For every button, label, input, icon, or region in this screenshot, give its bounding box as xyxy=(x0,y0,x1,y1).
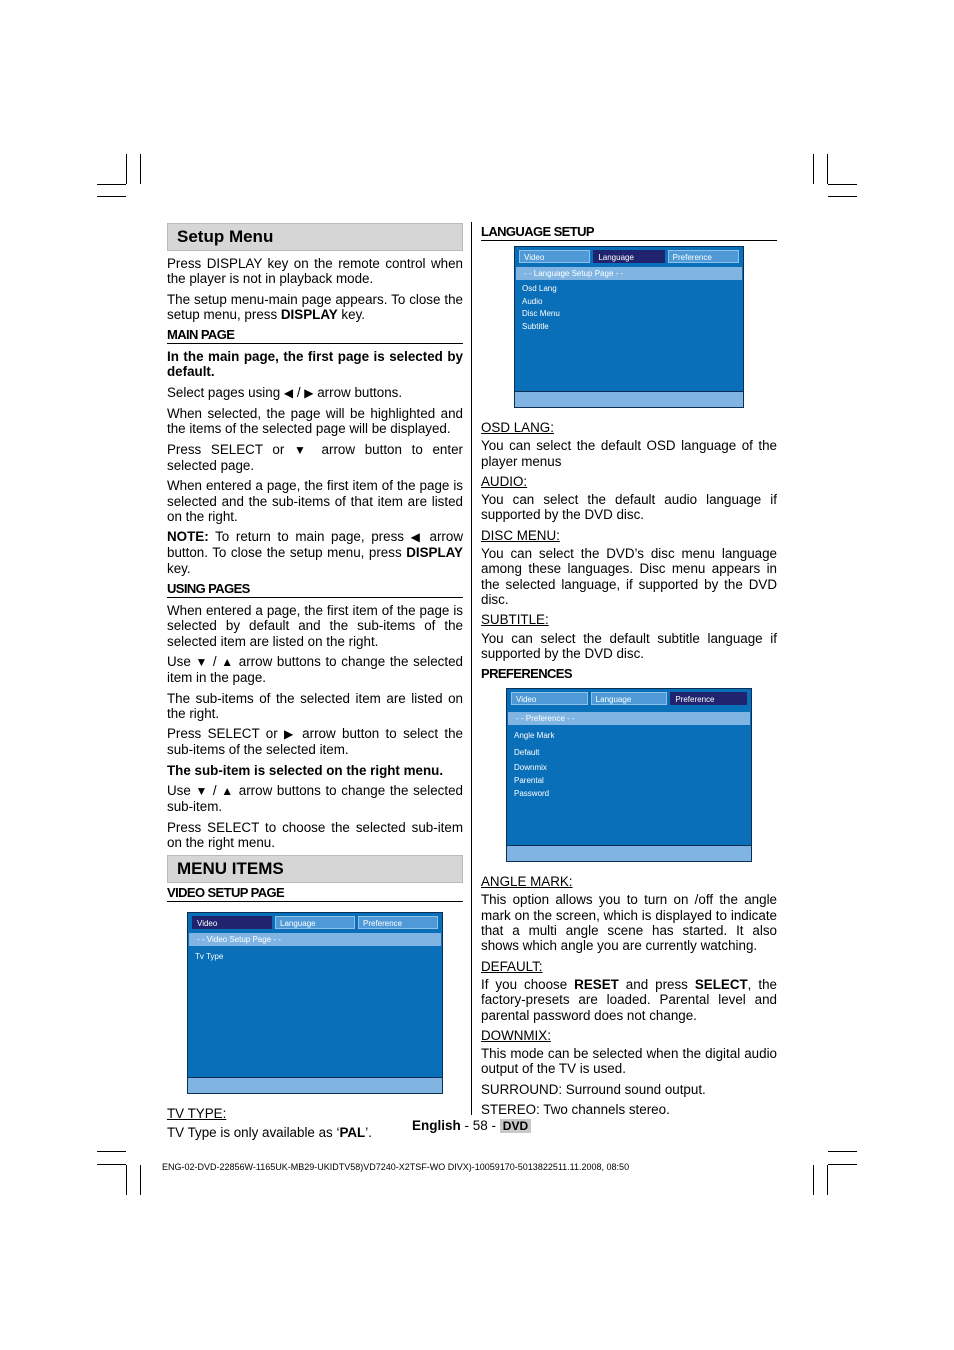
main-page-heading: MAIN PAGE xyxy=(167,327,463,344)
paragraph: Press SELECT to choose the selected sub-item on the right menu. xyxy=(167,819,463,850)
video-setup-heading: VIDEO SETUP PAGE xyxy=(167,885,463,902)
screen-bottom-bar xyxy=(507,845,751,861)
screen-tabs xyxy=(519,250,739,263)
menu-item-disc-menu[interactable]: Disc Menu xyxy=(522,309,560,318)
crop-mark xyxy=(828,1151,857,1152)
left-arrow-icon: ◀ xyxy=(410,530,423,545)
menu-item-default[interactable]: Default xyxy=(514,747,540,757)
paragraph: Use ▼ / ▲ arrow buttons to change the selected item in the page. xyxy=(167,653,463,686)
paragraph: When entered a page, the first item of the page is selected by default and the sub-items of the selected item are listed on the right. xyxy=(167,603,463,649)
footer-language: English xyxy=(412,1118,461,1133)
crop-mark xyxy=(97,196,126,197)
tab-language[interactable]: Language xyxy=(591,692,668,705)
menu-item-list xyxy=(195,951,223,964)
crop-mark xyxy=(126,1165,127,1195)
paragraph: You can select the default subtitle language if supported by the DVD disc. xyxy=(481,630,777,661)
left-column xyxy=(167,223,463,1145)
crop-mark xyxy=(813,1165,814,1195)
down-arrow-icon: ▼ xyxy=(294,442,312,457)
crop-mark xyxy=(97,184,126,185)
paragraph: This option allows you to turn on /off the angle mark on the screen, which is displayed to indicate that a multi angle scene has started. It also shows which angle you are currently watching. xyxy=(481,892,777,954)
page-bar: - - Preference - - xyxy=(508,712,750,725)
menu-item-list xyxy=(522,283,560,333)
paragraph: You can select the DVD’s disc menu language among these languages. Disc menu appears in the selected language, if supported by the DVD disc. xyxy=(481,546,777,607)
language-setup-heading: LANGUAGE SETUP xyxy=(481,224,777,241)
osd-lang-heading: OSD LANG: xyxy=(481,420,554,435)
menu-item-tv-type[interactable]: Tv Type xyxy=(195,952,224,962)
right-arrow-icon: ▶ xyxy=(304,385,314,400)
crop-mark xyxy=(140,1165,141,1195)
tab-video[interactable]: Video xyxy=(192,916,272,929)
paragraph: The sub-item is selected on the right menu. xyxy=(167,762,444,778)
paragraph: Press SELECT or ▶ arrow button to select the sub-items of the selected item. xyxy=(167,726,463,758)
tab-video[interactable]: Video xyxy=(511,692,588,705)
paragraph: Press DISPLAY key on the remote control when the player is not in playback mode. xyxy=(167,256,463,287)
menu-item-list xyxy=(514,728,554,800)
print-file-line: ENG-02-DVD-22856W-1165UK-MB29-UKIDTV58)VD7240-X2TSF-WO DIVX)-10059170-5013822511.11.2008, 08:50 xyxy=(162,1162,630,1172)
tab-language[interactable]: Language xyxy=(593,250,664,263)
crop-mark xyxy=(140,154,141,184)
paragraph: Use ▼ / ▲ arrow buttons to change the selected sub-item. xyxy=(167,783,463,815)
paragraph: When entered a page, the first item of the page is selected and the sub-items of that item are listed on the right. xyxy=(167,478,463,524)
paragraph: SURROUND: Surround sound output. xyxy=(481,1081,706,1097)
crop-mark xyxy=(827,1165,828,1195)
crop-mark xyxy=(126,154,127,184)
screen-tabs xyxy=(511,692,747,705)
screen-tabs xyxy=(192,916,438,929)
audio-heading: AUDIO: xyxy=(481,473,528,489)
tab-video[interactable]: Video xyxy=(519,250,590,263)
tv-type-heading: TV TYPE: xyxy=(167,1106,227,1122)
crop-mark xyxy=(828,184,857,185)
paragraph: When selected, the page will be highlighted and the items of the selected page will be displayed. xyxy=(167,406,463,437)
setup-menu-title: Setup Menu xyxy=(167,223,463,251)
angle-mark-heading: ANGLE MARK: xyxy=(481,874,573,890)
crop-mark xyxy=(827,154,828,184)
paragraph: The setup menu-main page appears. To close the setup menu, press DISPLAY key. xyxy=(167,291,463,322)
crop-mark xyxy=(97,1164,126,1165)
up-arrow-icon: ▲ xyxy=(221,654,235,669)
tab-language[interactable]: Language xyxy=(275,916,355,929)
crop-mark xyxy=(828,1164,857,1165)
down-arrow-icon: ▼ xyxy=(195,784,209,799)
section-badge: DVD xyxy=(500,1119,531,1133)
crop-mark xyxy=(828,196,857,197)
crop-mark xyxy=(813,154,814,184)
crop-mark xyxy=(97,1151,126,1152)
page-number: - 58 - xyxy=(460,1118,500,1133)
preferences-heading: PREFERENCES xyxy=(481,666,572,682)
column-divider xyxy=(471,222,472,1115)
paragraph: Select pages using ◀ / ▶ arrow buttons. xyxy=(167,384,403,400)
menu-item-downmix[interactable]: Downmix xyxy=(514,763,547,773)
paragraph: In the main page, the first page is selected by default. xyxy=(167,349,463,380)
disc-menu-heading: DISC MENU: xyxy=(481,527,560,543)
paragraph: TV Type is only available as ‘PAL’. xyxy=(167,1124,372,1140)
menu-items-title: MENU ITEMS xyxy=(167,855,463,883)
menu-item-audio[interactable]: Audio xyxy=(522,296,543,306)
paragraph: Press SELECT or ▼ arrow button to enter selected page. xyxy=(167,441,463,473)
paragraph: If you choose RESET and press SELECT, the factory-presets are loaded. Parental level and parental password does not change. xyxy=(481,976,777,1023)
page-bar: - - Video Setup Page - - xyxy=(189,933,441,946)
left-arrow-icon: ◀ xyxy=(283,385,294,400)
preferences-screen xyxy=(506,688,752,862)
up-arrow-icon: ▲ xyxy=(221,784,235,799)
menu-item-password[interactable]: Password xyxy=(514,788,550,798)
paragraph: The sub-items of the selected item are listed on the right. xyxy=(167,690,463,721)
screen-bottom-bar xyxy=(515,391,743,407)
downmix-heading: DOWNMIX: xyxy=(481,1027,551,1043)
page-bar: - - Language Setup Page - - xyxy=(516,267,742,280)
right-arrow-icon: ▶ xyxy=(284,727,296,742)
note-paragraph: NOTE: To return to main page, press ◀ arrow button. To close the setup menu, press DISPLAY key. xyxy=(167,529,463,576)
tab-preference[interactable]: Preference xyxy=(670,692,747,705)
menu-item-osd-lang[interactable]: Osd Lang xyxy=(522,284,557,293)
tab-preference[interactable]: Preference xyxy=(668,250,739,263)
language-setup-screen xyxy=(514,246,744,408)
using-pages-heading: USING PAGES xyxy=(167,581,463,598)
menu-item-subtitle[interactable]: Subtitle xyxy=(522,321,549,331)
paragraph: STEREO: Two channels stereo. xyxy=(481,1102,670,1118)
down-arrow-icon: ▼ xyxy=(195,654,209,669)
right-column xyxy=(481,222,777,1122)
paragraph: You can select the default audio language if supported by the DVD disc. xyxy=(481,492,777,523)
default-heading: DEFAULT: xyxy=(481,958,543,974)
subtitle-heading: SUBTITLE: xyxy=(481,612,549,628)
menu-item-parental[interactable]: Parental xyxy=(514,776,544,786)
tab-preference[interactable]: Preference xyxy=(358,916,438,929)
screen-bottom-bar xyxy=(188,1077,442,1093)
menu-item-angle-mark[interactable]: Angle Mark xyxy=(514,731,555,741)
page-footer xyxy=(412,1118,531,1133)
video-setup-screen xyxy=(187,912,443,1094)
paragraph: This mode can be selected when the digital audio output of the TV is used. xyxy=(481,1046,777,1077)
paragraph: You can select the default OSD language of the player menus xyxy=(481,438,777,469)
